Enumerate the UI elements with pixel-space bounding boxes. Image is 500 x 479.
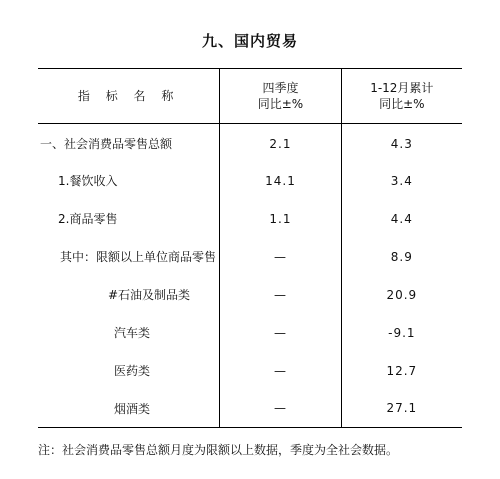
row-q4-value: 2.1 xyxy=(220,124,341,162)
row-label: 一、社会消费品零售总额 xyxy=(40,137,173,152)
row-ytd-value: 20.9 xyxy=(341,276,462,314)
table-row-above-quota-retail xyxy=(38,238,462,276)
table-row-goods-retail xyxy=(38,200,462,238)
row-q4-value: — xyxy=(220,352,341,390)
header-q4-yoy-label: 同比±% xyxy=(257,97,304,111)
header-indicator-name: 指 标 名 称 xyxy=(38,69,220,124)
row-ytd-value: 8.9 xyxy=(341,238,462,276)
row-label: 医药类 xyxy=(114,364,151,378)
row-ytd-value: -9.1 xyxy=(341,314,462,352)
table-row-medicine xyxy=(38,352,462,390)
row-q4-value: — xyxy=(220,314,341,352)
table-row-petroleum xyxy=(38,276,462,314)
row-ytd-value: 3.4 xyxy=(341,162,462,200)
header-q4-yoy xyxy=(220,69,341,124)
row-ytd-value: 4.4 xyxy=(341,200,462,238)
table-header-row xyxy=(38,69,462,124)
row-label: 2.商品零售 xyxy=(58,212,118,226)
header-q4-label: 四季度 xyxy=(262,81,299,95)
row-label: 其中：限额以上单位商品零售 xyxy=(60,250,217,264)
row-label: #石油及制品类 xyxy=(108,288,191,302)
domestic-trade-table xyxy=(38,68,462,428)
table-row-retail-total xyxy=(38,124,462,162)
row-label: 汽车类 xyxy=(114,326,151,340)
table-row-catering xyxy=(38,162,462,200)
row-ytd-value: 12.7 xyxy=(341,352,462,390)
table-row-automobiles xyxy=(38,314,462,352)
page-title: 九、国内贸易 xyxy=(201,32,298,50)
row-ytd-value: 4.3 xyxy=(341,124,462,162)
row-q4-value: — xyxy=(220,276,341,314)
row-label: 烟酒类 xyxy=(38,390,220,428)
header-ytd-yoy xyxy=(341,69,462,124)
header-ytd-yoy-label: 同比±% xyxy=(379,97,425,111)
row-q4-value: — xyxy=(220,390,341,428)
table-row-tobacco-liquor xyxy=(38,390,462,428)
header-ytd-label: 1-12月累计 xyxy=(370,81,434,95)
footnote: 注：社会消费品零售总额月度为限额以上数据，季度为全社会数据。 xyxy=(38,443,399,457)
row-q4-value: 14.1 xyxy=(220,162,341,200)
row-label: 1.餐饮收入 xyxy=(58,174,118,188)
row-q4-value: 1.1 xyxy=(220,200,341,238)
row-ytd-value: 27.1 xyxy=(341,390,462,428)
row-q4-value: — xyxy=(220,238,341,276)
